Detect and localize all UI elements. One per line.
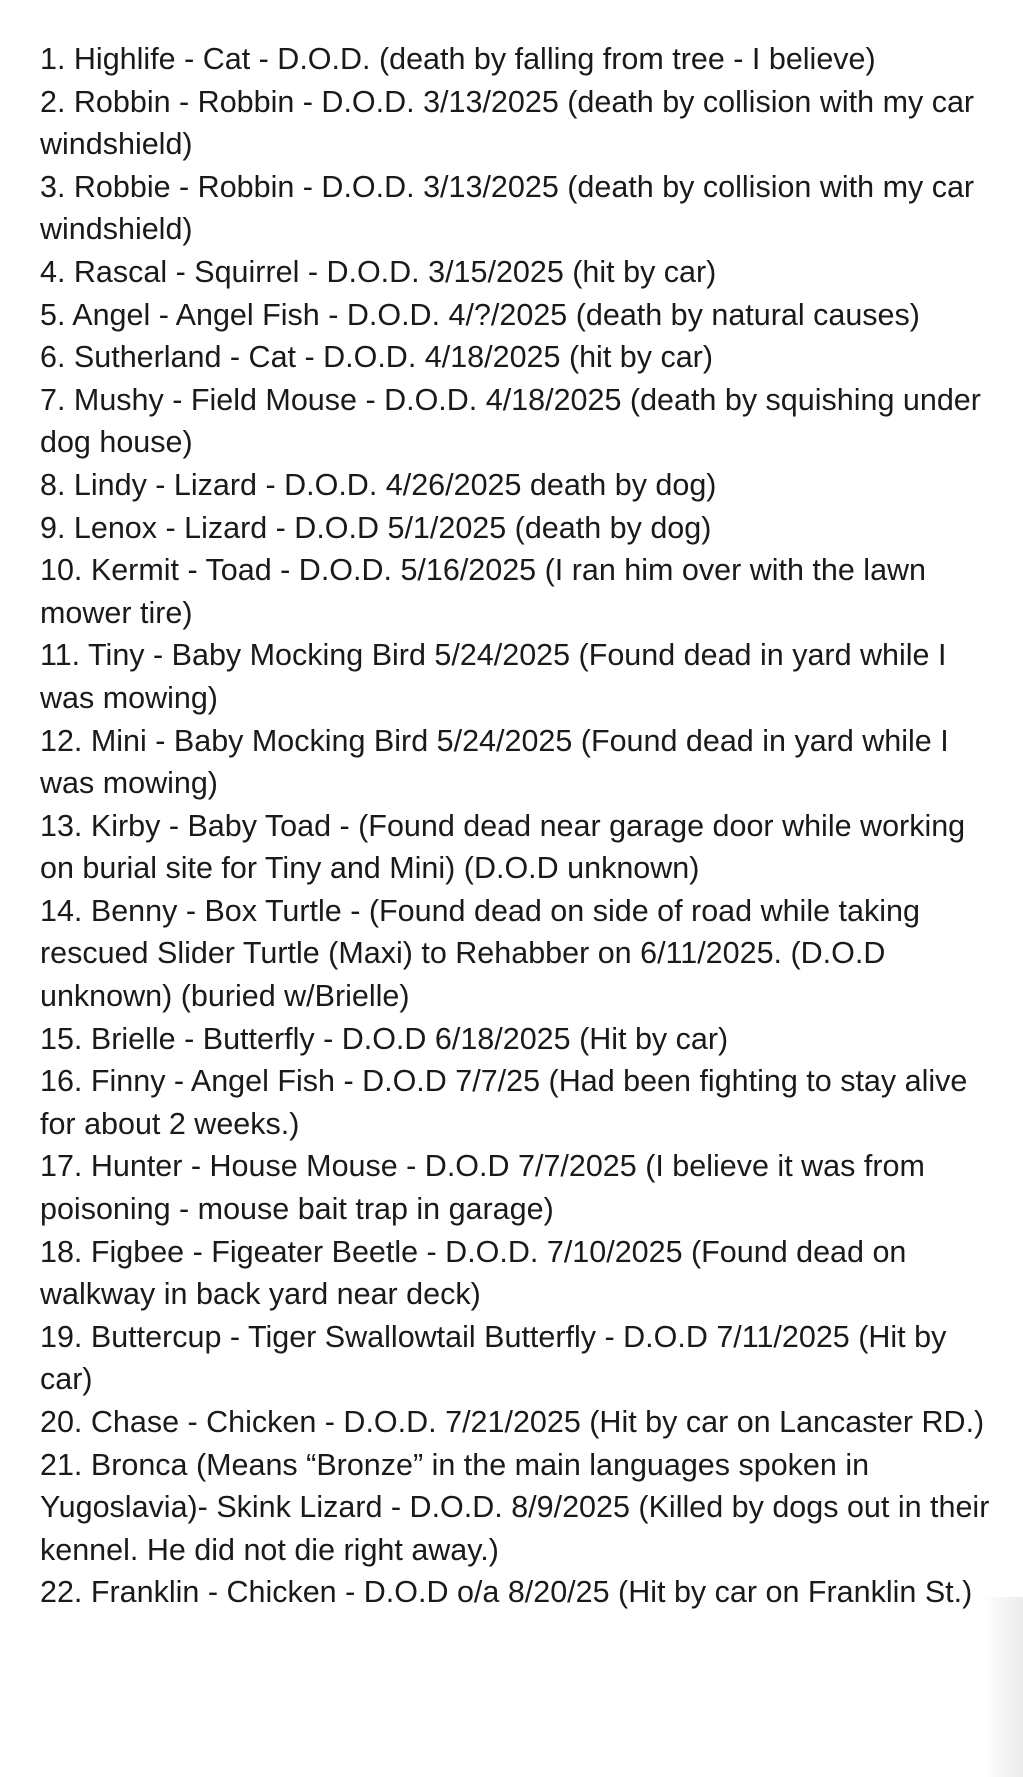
list-item: 5. Angel - Angel Fish - D.O.D. 4/?/2025 (death by natural causes) [40,297,920,332]
list-item: 17. Hunter - House Mouse - D.O.D 7/7/2025 (I believe it was from poisoning - mouse bait trap in garage) [40,1149,925,1227]
list-item: 20. Chase - Chicken - D.O.D. 7/21/2025 (Hit by car on Lancaster RD.) [40,1405,985,1439]
list-item: 16. Finny - Angel Fish - D.O.D 7/7/25 (Had been fighting to stay alive for about 2 weeks.) [40,1064,968,1141]
list-item: 14. Benny - Box Turtle - (Found dead on side of road while taking rescued Slider Turtle (Maxi) to Rehabber on 6/11/2025. (D.O.D unknown) (buried w/Brielle) [40,893,920,1014]
list-item: 9. Lenox - Lizard - D.O.D 5/1/2025 (death by dog) [40,510,712,545]
list-item: 21. Bronca (Means “Bronze” in the main languages spoken in Yugoslavia)- Skink Lizard - D.O.D. 8/9/2025 (Killed by dogs out in their kennel. He did not die right away.) [40,1447,990,1567]
list-item: 1. Highlife - Cat - D.O.D. (death by falling from tree - I believe) [40,42,876,76]
list-item: 4. Rascal - Squirrel - D.O.D. 3/15/2025 (hit by car) [40,254,717,289]
list-item: 11. Tiny - Baby Mocking Bird 5/24/2025 (Found dead in yard while I was mowing) [40,638,947,715]
list-item: 3. Robbie - Robbin - D.O.D. 3/13/2025 (death by collision with my car windshield) [40,169,975,247]
list-item: 8. Lindy - Lizard - D.O.D. 4/26/2025 death by dog) [40,467,717,502]
list-item: 19. Buttercup - Tiger Swallowtail Butterfly - D.O.D 7/11/2025 (Hit by car) [40,1319,947,1397]
list-item: 7. Mushy - Field Mouse - D.O.D. 4/18/2025 (death by squishing under dog house) [40,382,981,460]
list-item: 6. Sutherland - Cat - D.O.D. 4/18/2025 (hit by car) [40,340,713,375]
list-item: 22. Franklin - Chicken - D.O.D o/a 8/20/25 (Hit by car on Franklin St.) [40,1575,973,1610]
page-edge-shadow [983,1597,1023,1777]
list-item: 15. Brielle - Butterfly - D.O.D 6/18/2025 (Hit by car) [40,1021,729,1056]
list-item: 18. Figbee - Figeater Beetle - D.O.D. 7/10/2025 (Found dead on walkway in back yard near deck) [40,1234,907,1312]
list-item: 10. Kermit - Toad - D.O.D. 5/16/2025 (I ran him over with the lawn mower tire) [40,553,927,630]
list-item: 13. Kirby - Baby Toad - (Found dead near garage door while working on burial site for Tiny and Mini) (D.O.D unknown) [40,808,966,886]
list-item: 2. Robbin - Robbin - D.O.D. 3/13/2025 (death by collision with my car windshield) [40,84,975,162]
note-body [40,38,1000,1614]
list-item: 12. Mini - Baby Mocking Bird 5/24/2025 (Found dead in yard while I was mowing) [40,723,949,801]
